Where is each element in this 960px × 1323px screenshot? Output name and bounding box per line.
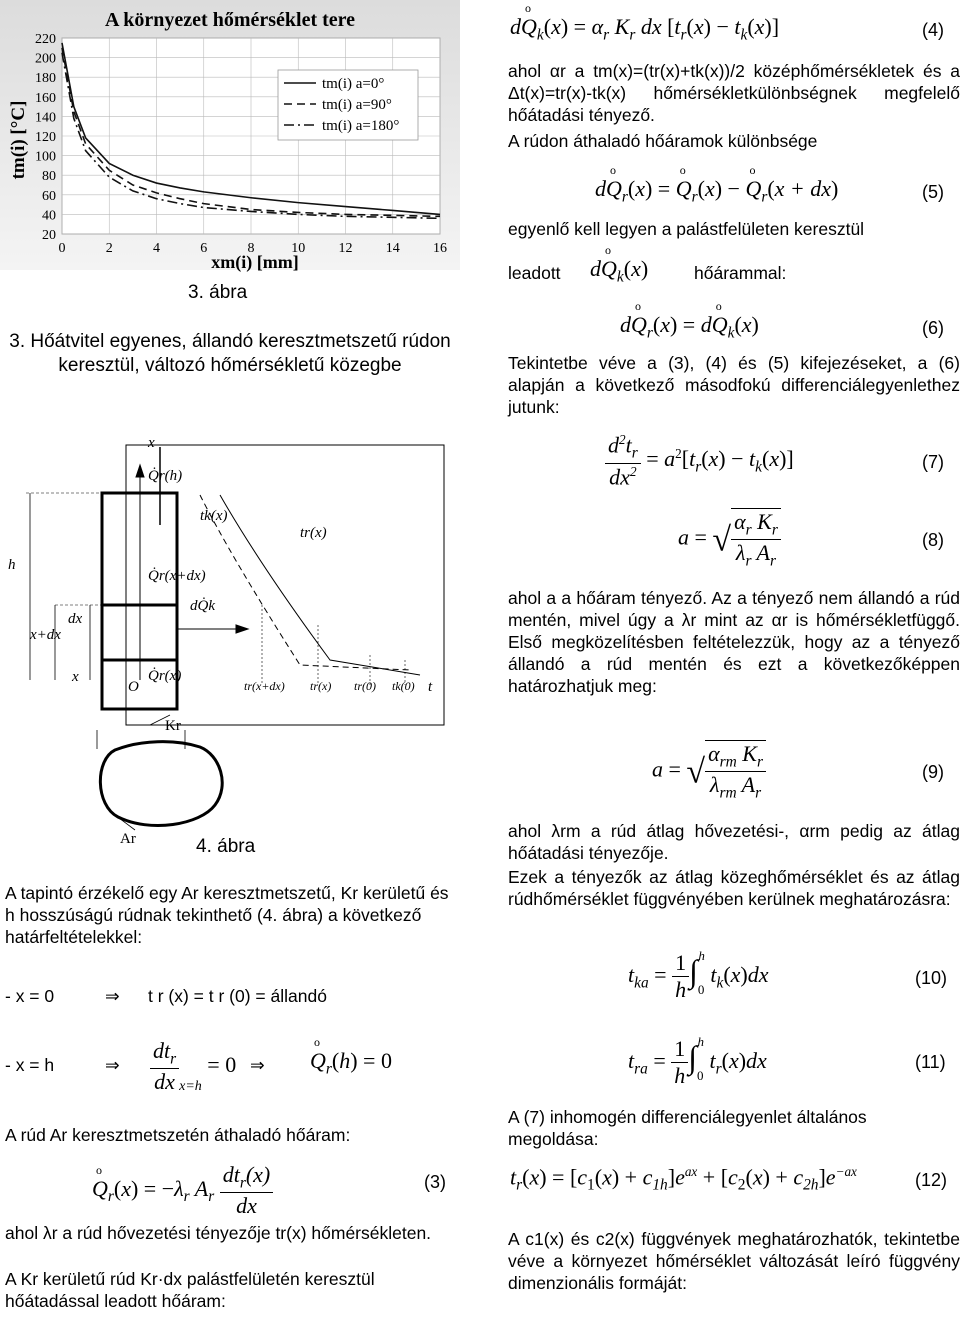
y-axis-label: tm(i) [°C] — [8, 100, 29, 180]
label-tr-x: tr(x) — [300, 525, 327, 541]
equation-12-number: (12) — [915, 1170, 948, 1190]
x-tick-label: 10 — [291, 241, 306, 256]
left-paragraph-1: A tapintó érzékelő egy Ar keresztmetszetű, Kr kerületű és h hosszúságú rúdnak tekinthető (4. ábra) a következő határfeltételekkel: — [5, 883, 449, 947]
implies-icon: ⇒ — [105, 986, 120, 1006]
x-tick-label: 2 — [105, 241, 113, 256]
boundary-condition-1-rhs: t r (x) = t r (0) = állandó — [148, 986, 327, 1006]
label-x-dx: x+dx — [30, 627, 61, 643]
tick-tr-0: tr(0) — [354, 679, 376, 693]
label-tk-x: tk(x) — [200, 508, 228, 524]
legend-entry-2: tm(i) a=180° — [322, 118, 400, 134]
x-tick-label: 12 — [338, 241, 353, 256]
label-Qr-h: Q̇r(h) — [148, 468, 183, 484]
y-tick-label: 140 — [35, 110, 56, 126]
equation-7: $\frac{d^2t_r}{dx^2}$ = $a^2[t_r(x) - t_k(x)]$ — [605, 432, 794, 490]
equation-6-number: (6) — [922, 318, 944, 338]
chart-title: A környezet hőmérséklet tere — [104, 9, 356, 31]
y-tick-label: 80 — [42, 169, 56, 185]
equation-7-number: (7) — [922, 452, 944, 472]
right-paragraph-5: ahol a a hőáram tényező. Az a tényező nem állandó a rúd mentén, mivel úgy a λr mint az αr is hőmérsékletfüggő. Első megközelítésben feltételezzük, hogy az a tényező állandó a rúd mentén és ezt a következőképpen határozhatjuk meg: — [508, 588, 960, 696]
figure-3-caption: 3. ábra — [188, 282, 248, 303]
tick-tr-x: tr(x) — [310, 679, 332, 693]
equation-3-number: (3) — [424, 1172, 446, 1192]
equation-4: do $Q_k(x) = \alpha_r$ $K_r$ dx $[t_r(x) - t_k(x)]$ — [510, 14, 779, 44]
y-tick-label: 40 — [42, 208, 56, 224]
label-x: x — [72, 669, 79, 685]
boundary-condition-1-lhs: - x = 0 — [5, 986, 55, 1006]
label-dx: dx — [68, 611, 83, 627]
right-paragraph-4: Tekintetbe véve a (3), (4) és (5) kifejezéseket, a (6) alapján a következő másodfokú differenciálegyenlethez jutunk: — [508, 353, 960, 417]
y-tick-label: 160 — [35, 90, 56, 106]
equation-8-number: (8) — [922, 530, 944, 550]
equation-6: do $Q_r(x)$ = do $Q_k(x)$ — [620, 312, 759, 342]
y-tick-label: 200 — [35, 51, 56, 67]
tick-tk-0: tk(0) — [392, 679, 415, 693]
legend-entry-1: tm(i) a=90° — [322, 97, 392, 113]
right-paragraph-3a: egyenlő kell legyen a palástfelületen keresztül — [508, 219, 865, 239]
y-tick-label: 20 — [42, 228, 56, 243]
tick-tr-xdx: tr(x+dx) — [244, 679, 285, 693]
right-paragraph-6: ahol λrm a rúd átlag hővezetési-, αrm pedig az átlag hőátadási tényezője. — [508, 821, 960, 863]
x-tick-label: 6 — [200, 241, 208, 256]
right-paragraph-3b-post: hőárammal: — [694, 263, 787, 283]
y-tick-label: 180 — [35, 71, 56, 87]
x-tick-label: 8 — [247, 241, 255, 256]
x-tick-label: 16 — [433, 241, 447, 256]
label-Ar: Ar — [120, 831, 136, 845]
legend-entry-0: tm(i) a=0° — [322, 76, 385, 92]
bc2-heatflow: o $Q_r(h) = 0$ — [310, 1048, 392, 1078]
right-paragraph-8: A (7) inhomogén differenciálegyenlet általános megoldása: — [508, 1107, 867, 1149]
right-paragraph-1: ahol αr a tm(x)=(tr(x)+tk(x))/2 középhőmérsékletek és a Δt(x)=tr(x)-tk(x) hőmérsékletkülönbségnek megfelelő hőátadási tényező. — [508, 61, 960, 125]
equation-11-number: (11) — [915, 1052, 946, 1072]
label-h: h — [8, 557, 16, 573]
figure-4-caption: 4. ábra — [196, 836, 256, 857]
left-paragraph-4: A Kr kerületű rúd Kr·dx palástfelületén keresztül hőátadással leadott hőáram: — [5, 1269, 375, 1311]
section-title: 3. Hőátvitel egyenes, állandó keresztmetszetű rúdon keresztül, változó hőmérsékletű közegbe — [9, 331, 451, 376]
equation-5: do $Q_r(x) = o$ $Q_r(x) - o$ $Q_r(x + dx)$ — [595, 176, 838, 206]
right-paragraph-2: A rúdon áthaladó hőáramok különbsége — [508, 131, 818, 151]
equation-8: a = √ $\frac{\alpha_r K_r}{\lambda_r A_r}$ — [678, 508, 781, 571]
right-paragraph-3b-pre: leadott — [508, 263, 561, 283]
equation-10-number: (10) — [915, 968, 948, 988]
equation-12: $t_r(x) = [c_1(x) + c_{1h}]e^{ax} + [c_2(x) + c_{2h}]e^{-ax}$ — [510, 1164, 857, 1194]
temperature-field-chart — [0, 0, 460, 280]
equation-10: $t_{ka}$ = $\frac{1}{h}$ $\int_0^h$ $t_k(x)dx$ — [628, 948, 769, 1003]
equation-4-number: (4) — [922, 20, 944, 40]
equation-9-number: (9) — [922, 762, 944, 782]
equation-11: $t_{ra}$ = $\frac{1}{h}$ $\int_0^h$ $t_r(x)dx$ — [628, 1034, 767, 1089]
right-paragraph-9: A c1(x) és c2(x) függvények meghatározhatók, tekintetbe véve a környezet hőmérséklet változását leíró függvény dimenzionális formáját: — [508, 1229, 960, 1293]
label-Kr: Kr — [165, 718, 181, 734]
boundary-condition-2-lhs: - x = h — [5, 1055, 55, 1075]
y-tick-label: 60 — [42, 188, 56, 204]
right-paragraph-7: Ezek a tényezők az átlag közeghőmérséklet és az átlag rúdhőmérséklet függvényében kerülnek meghatározásra: — [508, 867, 960, 909]
equation-5-number: (5) — [922, 182, 944, 202]
x-tick-label: 4 — [153, 241, 160, 256]
equation-3: o $Q_r(x) = -\lambda_r$ $A_r$ $\frac{dt_r(x)}{dx}$ — [92, 1162, 273, 1219]
inline-dQk: do $Q_k(x)$ — [590, 256, 648, 286]
bc2-derivative: $\frac{dt_r}{dx}$ $_{x=h}$ = 0 — [150, 1038, 236, 1095]
label-dQk: dQ̇k — [190, 598, 215, 614]
left-paragraph-3: ahol λr a rúd hővezetési tényezője tr(x) hőmérsékleten. — [5, 1223, 432, 1243]
label-Qr-x: Q̇r(x) — [148, 668, 182, 684]
equation-9: a = √ $\frac{\alpha_{rm} K_r}{\lambda_{rm} A_r}$ — [652, 740, 766, 803]
label-origin: O — [128, 679, 139, 695]
chart-legend — [278, 70, 418, 140]
y-tick-label: 220 — [35, 32, 56, 47]
left-paragraph-2: A rúd Ar keresztmetszetén áthaladó hőáram: — [5, 1125, 351, 1145]
axis-x-label: x — [148, 435, 155, 451]
implies-icon: ⇒ — [250, 1055, 265, 1075]
implies-icon: ⇒ — [105, 1055, 120, 1075]
y-tick-label: 120 — [35, 130, 56, 145]
x-tick-label: 0 — [58, 241, 66, 256]
x-axis-label: xm(i) [mm] — [211, 252, 299, 272]
label-t: t — [428, 679, 433, 695]
y-tick-label: 100 — [35, 149, 56, 165]
label-Qr-xdx: Q̇r(x+dx) — [148, 568, 206, 584]
x-tick-label: 14 — [385, 241, 400, 256]
rod-diagram — [0, 425, 460, 845]
